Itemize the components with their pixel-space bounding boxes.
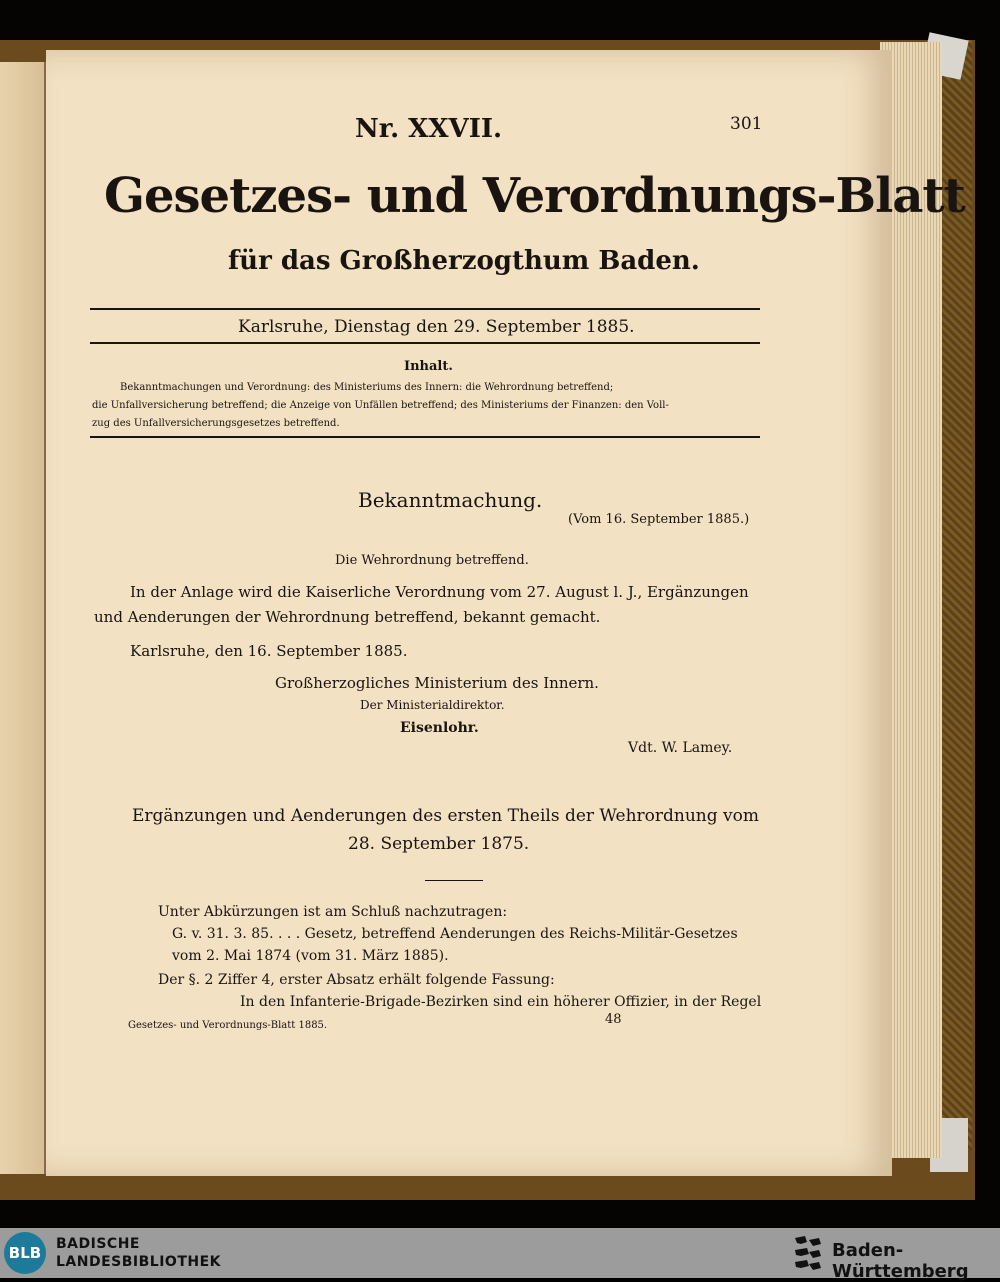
short-rule xyxy=(425,880,483,881)
rule xyxy=(90,436,760,438)
page-subtitle: für das Großherzogthum Baden. xyxy=(228,246,700,276)
issue-number: Nr. XXVII. xyxy=(355,114,503,144)
director-name: Eisenlohr. xyxy=(400,720,479,736)
dateline: Karlsruhe, Dienstag den 29. September 1885. xyxy=(238,317,635,337)
sheet-number: 48 xyxy=(605,1012,622,1027)
rule xyxy=(90,342,760,344)
contents-line: zug des Unfallversicherungsgesetzes betreffend. xyxy=(92,418,340,429)
contents-heading: Inhalt. xyxy=(404,359,453,374)
supplement-line: Unter Abkürzungen ist am Schluß nachzutragen: xyxy=(158,904,508,920)
ministry: Großherzogliches Ministerium des Innern. xyxy=(275,674,599,692)
supplement-line: Der §. 2 Ziffer 4, erster Absatz erhält folgende Fassung: xyxy=(158,972,555,988)
supplement-line: vom 2. Mai 1874 (vom 31. März 1885). xyxy=(172,948,449,964)
contents-line: die Unfallversicherung betreffend; die Anzeige von Unfällen betreffend; des Ministeriums der Finanzen: den Voll- xyxy=(92,400,669,411)
supplement-line: In den Infanterie-Brigade-Bezirken sind ein höherer Offizier, in der Regel xyxy=(240,994,762,1010)
countersignature: Vdt. W. Lamey. xyxy=(628,740,733,756)
supplement-line: G. v. 31. 3. 85. . . . Gesetz, betreffend Aenderungen des Reichs-Militär-Gesetzes xyxy=(172,926,738,942)
announcement-topic: Die Wehrordnung betreffend. xyxy=(335,553,529,568)
page-title: Gesetzes- und Verordnungs-Blatt xyxy=(104,168,965,224)
page-number: 301 xyxy=(730,114,763,134)
library-name-line1: BADISCHE xyxy=(56,1236,140,1252)
announcement-date: (Vom 16. September 1885.) xyxy=(568,512,750,527)
left-page xyxy=(0,62,46,1174)
announcement-body: In der Anlage wird die Kaiserliche Verordnung vom 27. August l. J., Ergänzungen xyxy=(130,583,749,601)
rule xyxy=(90,308,760,310)
supplement-title-date: 28. September 1875. xyxy=(348,834,530,854)
state-name[interactable]: Baden-Württemberg xyxy=(832,1240,969,1282)
announcement-body: und Aenderungen der Wehrordnung betreffend, bekannt gemacht. xyxy=(94,608,601,626)
baden-wuerttemberg-lions-icon xyxy=(793,1234,823,1272)
director-title: Der Ministerialdirektor. xyxy=(360,698,505,712)
supplement-title: Ergänzungen und Aenderungen des ersten Theils der Wehrordnung vom xyxy=(132,806,759,826)
library-name-line2: LANDESBIBLIOTHEK xyxy=(56,1254,222,1270)
page-footer-title: Gesetzes- und Verordnungs-Blatt 1885. xyxy=(128,1020,328,1031)
blb-logo[interactable]: BLB xyxy=(4,1232,46,1274)
place-date: Karlsruhe, den 16. September 1885. xyxy=(130,642,408,660)
announcement-heading: Bekanntmachung. xyxy=(358,488,543,512)
contents-line: Bekanntmachungen und Verordnung: des Ministeriums des Innern: die Wehrordnung betreffend; xyxy=(120,382,614,393)
